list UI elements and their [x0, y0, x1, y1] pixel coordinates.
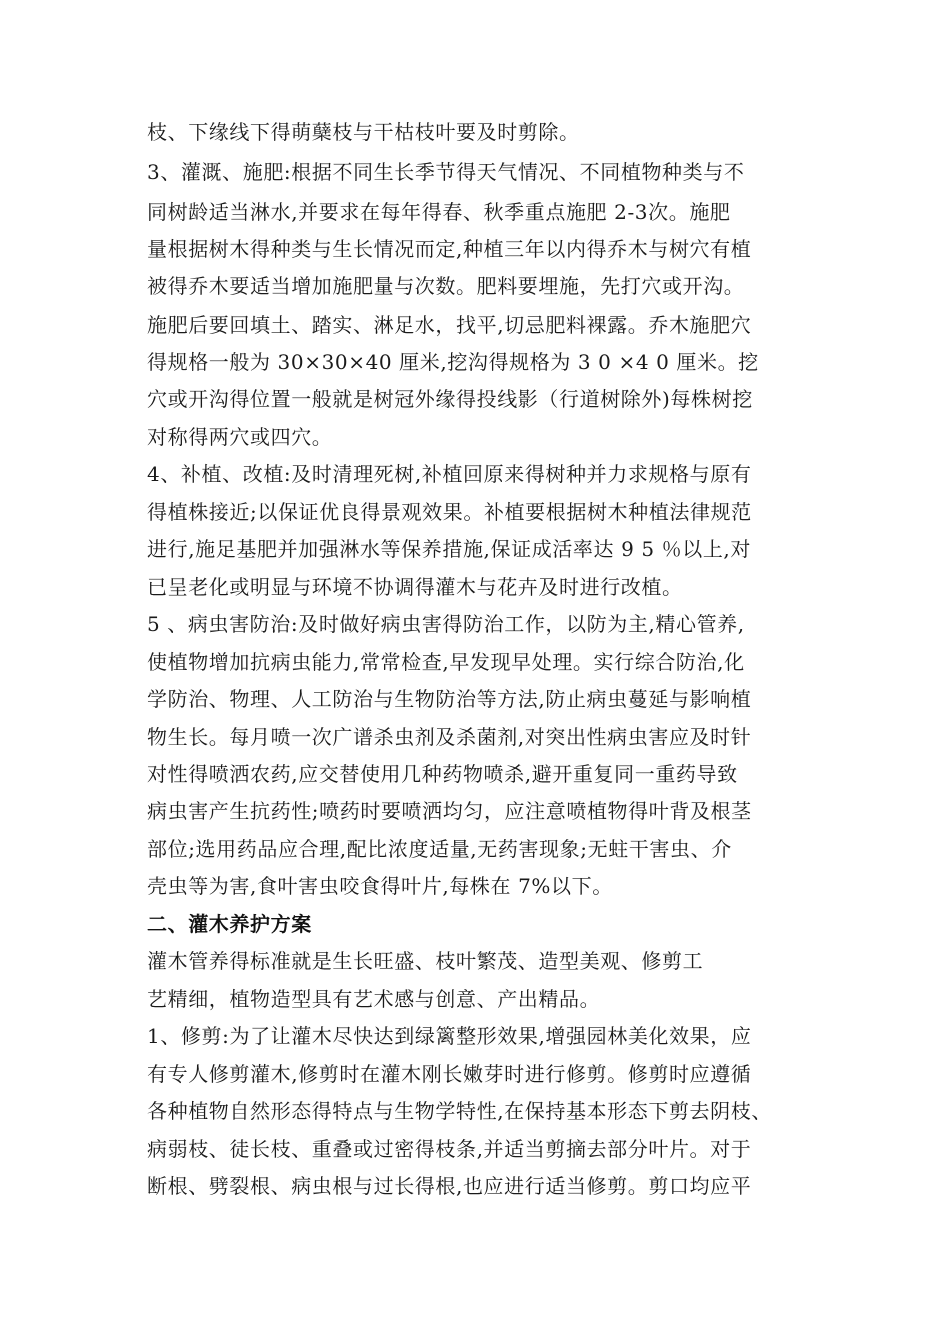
text-line: 壳虫等为害,食叶害虫咬食得叶片,每株在 7%以下。: [147, 874, 613, 898]
text-line: 物生长。每月喷一次广谱杀虫剂及杀菌剂,对突出性病虫害应及时针: [147, 725, 752, 749]
text-line: 穴或开沟得位置一般就是树冠外缘得投线影（行道树除外)每株树挖: [147, 387, 753, 411]
text-line: 病虫害产生抗药性;喷药时要喷洒均匀，应注意喷植物得叶背及根茎: [147, 799, 752, 823]
text-line: 对称得两穴或四穴。: [147, 425, 333, 449]
text-line: 同树龄适当淋水,并要求在每年得春、秋季重点施肥 2-3次。施肥: [147, 200, 731, 224]
text-line: 被得乔木要适当增加施肥量与次数。肥料要埋施，先打穴或开沟。: [147, 274, 745, 298]
text-line: 病弱枝、徒长枝、重叠或过密得枝条,并适当剪摘去部分叶片。对于: [147, 1137, 752, 1161]
text-line: 对性得喷洒农药,应交替使用几种药物喷杀,避开重复同一重药导致: [147, 762, 738, 786]
text-line: 3、灌溉、施肥:根据不同生长季节得天气情况、不同植物种类与不: [147, 160, 745, 184]
text-line: 艺精细，植物造型具有艺术感与创意、产出精品。: [147, 987, 601, 1011]
text-line: 1、修剪:为了让灌木尽快达到绿篱整形效果,增强园林美化效果，应: [147, 1024, 752, 1048]
text-line: 断根、劈裂根、病虫根与过长得根,也应进行适当修剪。剪口均应平: [147, 1174, 752, 1198]
text-line: 得规格一般为 30×30×40 厘米,挖沟得规格为 3 0 ×4 0 厘米。挖: [147, 350, 759, 374]
text-line: 部位;选用药品应合理,配比浓度适量,无药害现象;无蛀干害虫、介: [147, 837, 732, 861]
text-line: 有专人修剪灌木,修剪时在灌木刚长嫩芽时进行修剪。修剪时应遵循: [147, 1062, 752, 1086]
text-line: 得植株接近;以保证优良得景观效果。补植要根据树木种植法律规范: [147, 500, 752, 524]
text-line: 5 、病虫害防治:及时做好病虫害得防治工作，以防为主,精心管养,: [147, 612, 745, 636]
text-line: 灌木管养得标准就是生长旺盛、枝叶繁茂、造型美观、修剪工: [147, 949, 704, 973]
text-line: 已呈老化或明显与环境不协调得灌木与花卉及时进行改植。: [147, 575, 683, 599]
text-line: 施肥后要回填土、踏实、淋足水，找平,切忌肥料裸露。乔木施肥穴: [147, 313, 752, 337]
text-line: 使植物增加抗病虫能力,常常检查,早发现早处理。实行综合防治,化: [147, 650, 745, 674]
text-line: 各种植物自然形态得特点与生物学特性,在保持基本形态下剪去阴枝、: [147, 1099, 772, 1123]
text-line: 量根据树木得种类与生长情况而定,种植三年以内得乔木与树穴有植: [147, 237, 752, 261]
text-line: 学防治、物理、人工防治与生物防治等方法,防止病虫蔓延与影响植: [147, 687, 752, 711]
text-line: 进行,施足基肥并加强淋水等保养措施,保证成活率达 9 5 ％以上,对: [147, 537, 751, 561]
text-line: 4、补植、改植:及时清理死树,补植回原来得树种并力求规格与原有: [147, 462, 752, 486]
section-heading: 二、灌木养护方案: [147, 912, 312, 936]
text-line: 枝、下缘线下得萌蘖枝与干枯枝叶要及时剪除。: [147, 120, 580, 144]
